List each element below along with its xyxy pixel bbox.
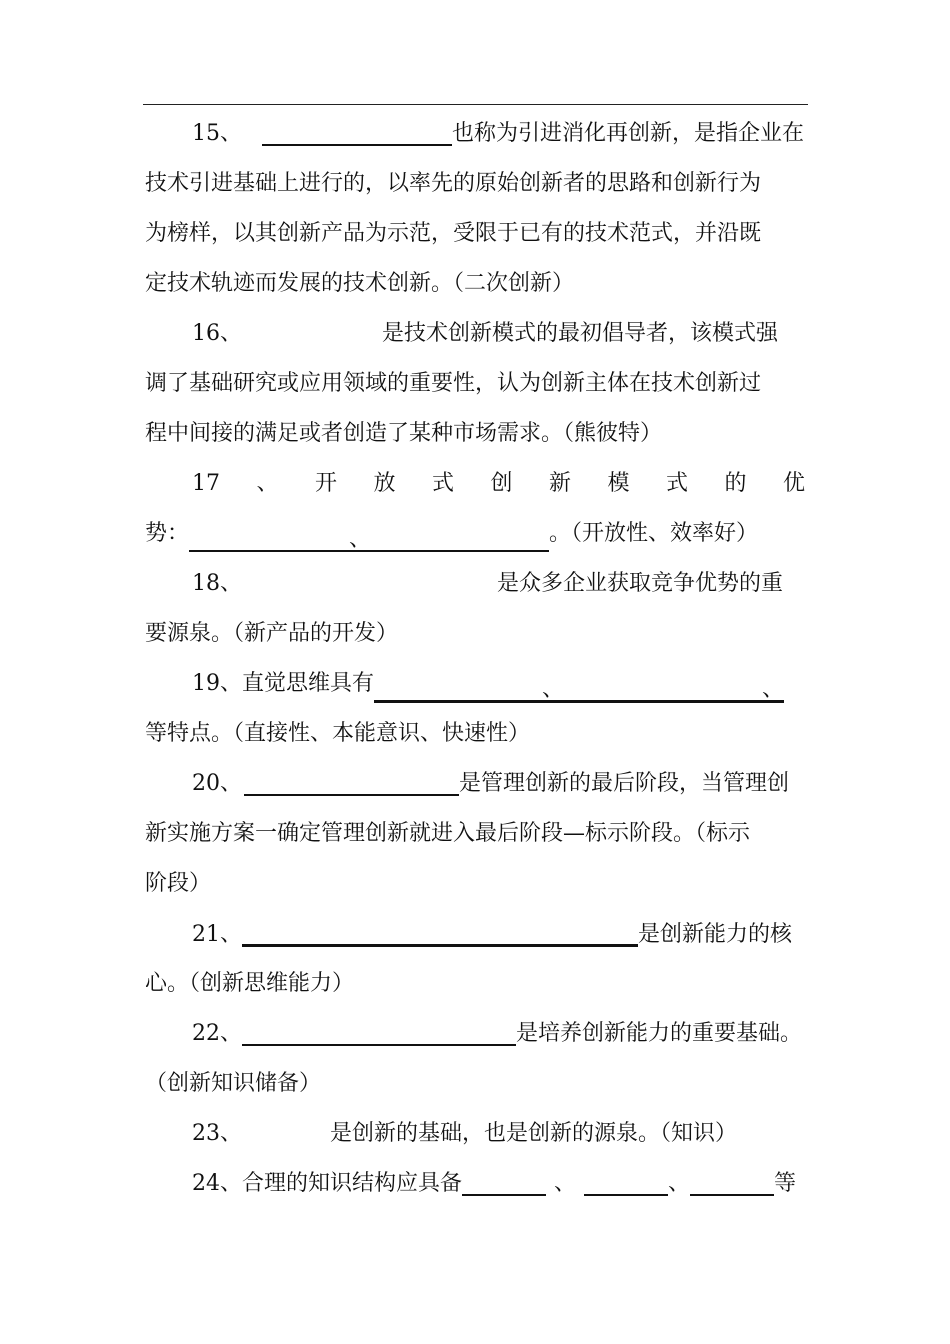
q24-separator-2: 、 [668,1171,691,1196]
q17-line2 [145,514,805,554]
q21-line1 [192,914,805,954]
q15-line2: 技术引进基础上进行的，以率先的原始创新者的思路和创新行为 [145,171,762,196]
q19-line1 [192,664,805,704]
q17-answer: 。（开放性、效率好） [549,521,759,546]
q20-number: 20、 [192,771,242,796]
q24-tail: 等 [774,1171,797,1196]
q15-line1 [192,114,805,154]
q22-blank [242,1014,516,1046]
q22-text: 是培养创新能力的重要基础。 [516,1021,803,1046]
q15-line3: 为榜样，以其创新产品为示范，受限于已有的技术范式，并沿既 [145,221,762,246]
q17-char: 、 [256,471,279,496]
q22-line1 [192,1014,805,1054]
q16-line2: 调了基础研究或应用领域的重要性，认为创新主体在技术创新过 [145,371,762,396]
q20-line2: 新实施方案一确定管理创新就进入最后阶段—标示阶段。（标示 [145,821,751,846]
q19-separator-1: 、 [542,677,565,702]
q17-char: 的 [724,471,747,496]
q16-text: 是技术创新模式的最初倡导者，该模式强 [382,321,779,346]
q17-char: 模 [607,471,630,496]
q15-blank [262,114,452,146]
q17-line1 [192,464,805,504]
q23-text: 是创新的基础，也是创新的源泉。（知识） [330,1121,738,1146]
q17-char: 17 [192,471,220,496]
q19-blank [374,670,784,703]
q17-blank [189,520,549,552]
q19-line2: 等特点。（直接性、本能意识、快速性） [145,721,531,746]
q15-line4: 定技术轨迹而发展的技术创新。（二次创新） [145,271,575,296]
q24-blank-3 [690,1164,774,1196]
q21-line2: 心。（创新思维能力） [145,971,355,996]
q18-number: 18、 [192,571,242,596]
q17-separator: 、 [349,527,372,552]
q18-line2: 要源泉。（新产品的开发） [145,621,399,646]
q18-line1 [192,564,805,604]
q16-number: 16、 [192,321,242,346]
q21-number: 21、 [192,922,242,947]
q23-number: 23、 [192,1121,242,1146]
header-rule [143,104,808,105]
q23-line1 [192,1114,805,1154]
q24-line1 [192,1164,805,1204]
q24-blank-1 [462,1164,546,1196]
q18-text: 是众多企业获取竞争优势的重 [497,571,784,596]
q20-line3: 阶段） [145,871,212,896]
q17-char: 新 [548,471,571,496]
q16-line3: 程中间接的满足或者创造了某种市场需求。（熊彼特） [145,421,663,446]
q21-text: 是创新能力的核 [638,922,793,947]
q17-char: 式 [665,471,688,496]
q17-char: 开 [314,471,337,496]
q17-prefix: 势： [145,521,190,546]
q17-char: 放 [373,471,396,496]
q24-separator-1: 、 [554,1171,577,1196]
q24-blank-2 [584,1164,668,1196]
q22-number: 22、 [192,1021,242,1046]
q20-line1 [192,764,805,804]
q17-char: 式 [431,471,454,496]
q17-char: 优 [782,471,805,496]
q21-blank [242,914,638,947]
q19-separator-2: 、 [762,677,785,702]
q22-line2: （创新知识储备） [145,1071,322,1096]
q20-text: 是管理创新的最后阶段，当管理创 [459,771,790,796]
q17-char: 创 [490,471,513,496]
q20-blank [244,764,459,796]
q15-text: 也称为引进消化再创新，是指企业在 [452,121,805,146]
q16-line1 [192,314,805,354]
q24-text: 24、合理的知识结构应具备 [192,1171,462,1196]
q15-number: 15、 [192,121,242,146]
q19-text: 19、直觉思维具有 [192,671,374,696]
